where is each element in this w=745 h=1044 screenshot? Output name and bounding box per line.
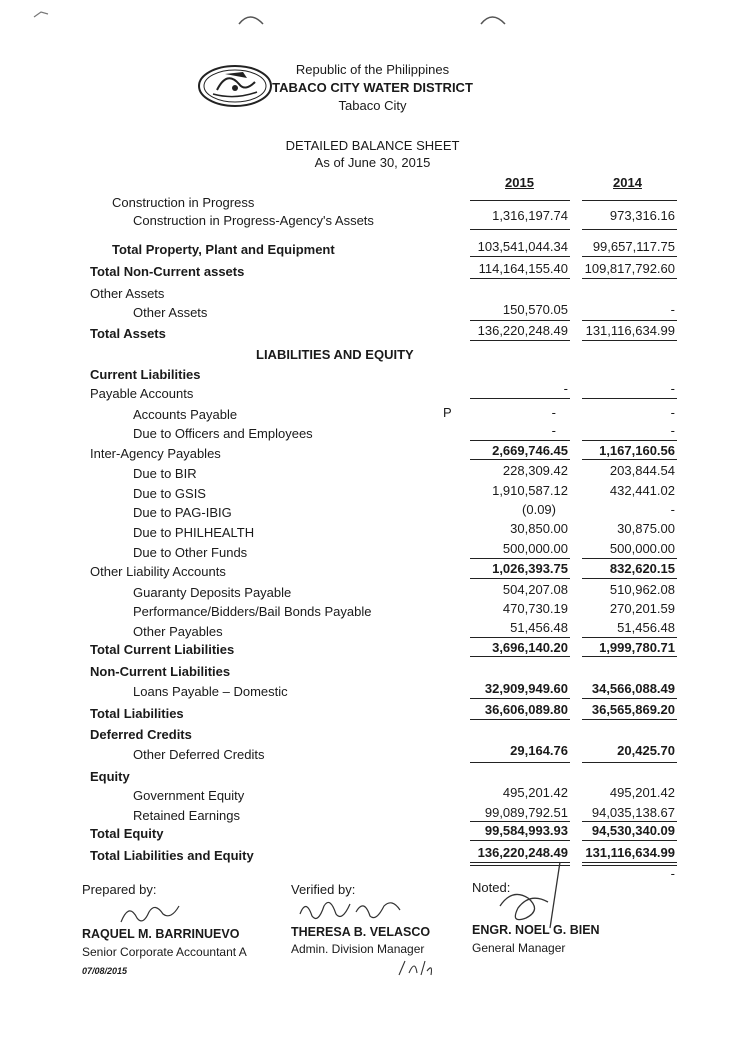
scan-speck	[32, 8, 52, 20]
noter-name: ENGR. NOEL G. BIEN	[472, 923, 600, 937]
value-2015: 1,910,587.12	[492, 483, 568, 498]
row-label: Loans Payable – Domestic	[133, 684, 288, 699]
rule-line	[582, 719, 677, 720]
value-2014: 20,425.70	[617, 743, 675, 758]
value-2014: 973,316.16	[609, 208, 675, 223]
prepared-by-caption: Prepared by:	[82, 882, 157, 897]
value-2015: 32,909,949.60	[484, 681, 568, 696]
value-2015: 114,164,155.40	[478, 261, 568, 276]
liabilities-equity-heading: LIABILITIES AND EQUITY	[256, 347, 414, 362]
row-label: Construction in Progress-Agency's Assets	[133, 213, 374, 228]
value-2014: 30,875.00	[617, 521, 675, 536]
value-2015: 1,026,393.75	[492, 561, 568, 576]
rule-line	[582, 698, 677, 699]
rule-line	[582, 762, 677, 763]
value-2014: 94,035,138.67	[591, 805, 675, 820]
value-2014: 270,201.59	[609, 601, 675, 616]
value-2015: -	[551, 405, 556, 420]
date-scribble	[395, 955, 435, 981]
rule-line	[470, 340, 570, 341]
value-2015: 150,570.05	[502, 302, 568, 317]
preparer-role: Senior Corporate Accountant A	[82, 945, 247, 959]
punch-hole-mark-left	[236, 8, 266, 28]
rule-line	[470, 698, 570, 699]
value-2014: 131,116,634.99	[585, 323, 675, 338]
value-2015: 495,201.42	[502, 785, 568, 800]
value-2014: -	[670, 302, 675, 317]
row-label: Other Liability Accounts	[90, 564, 226, 579]
row-label: Due to PHILHEALTH	[133, 525, 255, 540]
row-label: Total Current Liabilities	[90, 642, 235, 657]
rule-line	[470, 762, 570, 763]
value-2015: 99,584,993.93	[484, 823, 568, 838]
value-2014: 832,620.15	[609, 561, 675, 576]
row-label: Due to Officers and Employees	[133, 426, 313, 441]
value-2014: -	[670, 405, 675, 420]
rule-line	[582, 340, 677, 341]
value-2015: -	[563, 381, 568, 396]
rule-line	[582, 278, 677, 279]
value-2015: 228,309.42	[502, 463, 568, 478]
value-2014: 109,817,792.60	[584, 261, 675, 276]
value-2014: 34,566,088.49	[591, 681, 675, 696]
rule-line	[582, 398, 677, 399]
agency-name: TABACO CITY WATER DISTRICT	[272, 80, 473, 95]
value-2014: 1,167,160.56	[599, 443, 675, 458]
value-2015: 3,696,140.20	[492, 640, 568, 655]
row-label: Inter-Agency Payables	[90, 446, 221, 461]
value-2014: 432,441.02	[609, 483, 675, 498]
row-label: Other Deferred Credits	[133, 747, 265, 762]
section-label: Non-Current Liabilities	[90, 664, 231, 679]
rule-line	[470, 229, 570, 230]
rule-line	[470, 656, 570, 657]
value-2015: 136,220,248.49	[477, 323, 568, 338]
row-label: Guaranty Deposits Payable	[133, 585, 292, 600]
value-2015: 99,089,792.51	[484, 805, 568, 820]
row-label: Due to PAG-IBIG	[133, 505, 232, 520]
punch-hole-mark-right	[478, 8, 508, 28]
rule-line	[582, 459, 677, 460]
value-2014: -	[670, 502, 675, 517]
row-label: Payable Accounts	[90, 386, 194, 401]
rule-line	[582, 200, 677, 201]
row-label: Performance/Bidders/Bail Bonds Payable	[133, 604, 372, 619]
rule-line	[470, 320, 570, 321]
city-name: Tabaco City	[338, 98, 407, 113]
rule-line	[582, 256, 677, 257]
value-2015: 36,606,089.80	[484, 702, 568, 717]
row-label: Total Liabilities and Equity	[90, 848, 254, 863]
rule-line	[582, 229, 677, 230]
value-2015: -	[551, 423, 556, 438]
value-2015: 2,669,746.45	[492, 443, 568, 458]
value-2014: 510,962.08	[609, 582, 675, 597]
value-2015: 30,850.00	[510, 521, 568, 536]
row-label: Total Liabilities	[90, 706, 184, 721]
section-label: Other Assets	[90, 286, 165, 301]
rule-line	[470, 440, 570, 441]
row-label: Retained Earnings	[133, 808, 240, 823]
verified-by-caption: Verified by:	[291, 882, 356, 897]
rule-line	[470, 459, 570, 460]
column-header-2014: 2014	[613, 175, 642, 190]
signature-raquel	[115, 898, 185, 928]
value-2014: 203,844.54	[609, 463, 675, 478]
section-label: Current Liabilities	[90, 367, 201, 382]
report-date: As of June 30, 2015	[314, 155, 431, 170]
value-2015: 504,207.08	[502, 582, 568, 597]
value-2015: 103,541,044.34	[477, 239, 568, 254]
rule-line	[470, 200, 570, 201]
row-label: Total Assets	[90, 326, 166, 341]
rule-line	[470, 637, 570, 638]
section-label: Construction in Progress	[112, 195, 255, 210]
row-label: Total Non-Current assets	[90, 264, 245, 279]
rule-line	[582, 558, 677, 559]
row-label: Due to Other Funds	[133, 545, 248, 560]
value-2014: 1,999,780.71	[599, 640, 675, 655]
rule-line	[582, 821, 677, 822]
value-2015: 29,164.76	[510, 743, 568, 758]
rule-line	[470, 278, 570, 279]
verifier-name: THERESA B. VELASCO	[291, 925, 431, 939]
rule-line	[470, 256, 570, 257]
rule-line	[582, 656, 677, 657]
rule-line	[582, 840, 677, 841]
rule-line	[582, 440, 677, 441]
rule-line	[582, 862, 677, 863]
rule-line	[470, 719, 570, 720]
row-label: Due to BIR	[133, 466, 197, 481]
row-label: Government Equity	[133, 788, 245, 803]
value-2014: -	[670, 423, 675, 438]
value-2014: 51,456.48	[617, 620, 675, 635]
value-2015: 470,730.19	[502, 601, 568, 616]
value-2015: 51,456.48	[510, 620, 568, 635]
noted-caption: Noted:	[472, 880, 511, 895]
value-2014: 36,565,869.20	[591, 702, 675, 717]
rule-line	[582, 637, 677, 638]
value-2015: 1,316,197.74	[492, 208, 568, 223]
report-title: DETAILED BALANCE SHEET	[285, 138, 460, 153]
verifier-role: Admin. Division Manager	[291, 942, 425, 956]
section-label: Equity	[90, 769, 130, 784]
value-2014: 99,657,117.75	[592, 239, 675, 254]
value-2015: 500,000.00	[502, 541, 568, 556]
column-header-2015: 2015	[505, 175, 534, 190]
rule-line	[470, 578, 570, 579]
preparer-date: 07/08/2015	[82, 966, 128, 976]
republic-line: Republic of the Philippines	[295, 62, 450, 77]
value-2014: 495,201.42	[609, 785, 675, 800]
rule-line	[470, 398, 570, 399]
value-2014: 131,116,634.99	[585, 845, 675, 860]
trailing-dash: -	[670, 866, 675, 881]
rule-line	[470, 840, 570, 841]
value-2014: 94,530,340.09	[591, 823, 675, 838]
peso-sign: P	[443, 405, 452, 420]
row-label: Total Equity	[90, 826, 164, 841]
value-2015: 136,220,248.49	[477, 845, 568, 860]
rule-line	[470, 558, 570, 559]
rule-line	[582, 578, 677, 579]
row-label: Due to GSIS	[133, 486, 206, 501]
row-label: Total Property, Plant and Equipment	[112, 242, 335, 257]
signature-theresa	[296, 894, 406, 928]
row-label: Other Payables	[133, 624, 223, 639]
section-label: Deferred Credits	[90, 727, 192, 742]
value-2014: 500,000.00	[609, 541, 675, 556]
noter-role: General Manager	[472, 941, 566, 955]
rule-line	[582, 320, 677, 321]
preparer-name: RAQUEL M. BARRINUEVO	[82, 927, 240, 941]
row-label: Other Assets	[133, 305, 208, 320]
row-label: Accounts Payable	[133, 407, 238, 422]
value-2014: -	[670, 381, 675, 396]
rule-line	[470, 821, 570, 822]
value-2015: (0.09)	[522, 502, 556, 517]
